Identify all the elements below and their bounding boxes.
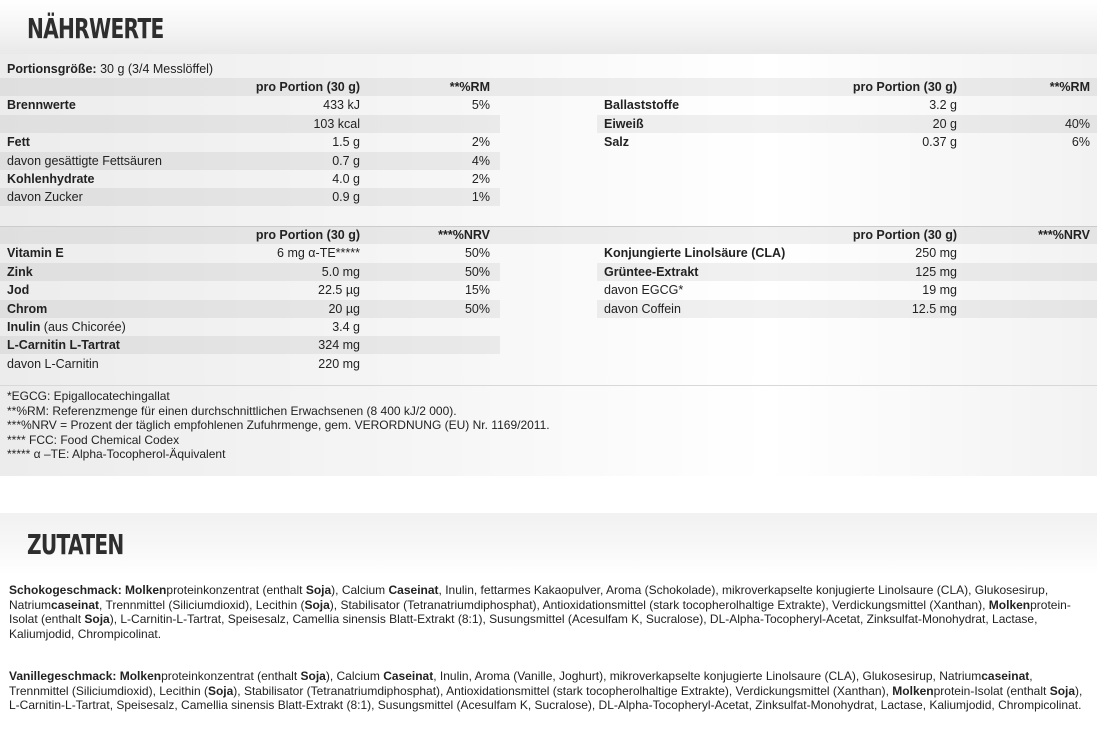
nutrient-value: 1.5 g [332, 135, 360, 150]
ingredients-vanille [9, 669, 1089, 713]
nutrient-name: Fett [7, 135, 30, 150]
ingredient-highlight: Soja [1049, 683, 1076, 698]
nutrient-percent: 1% [471, 190, 490, 205]
nutrient-value: 103 kcal [313, 116, 360, 131]
ingredient-highlight: Caseinat [383, 669, 434, 683]
nutrient-name: Ballaststoffe [604, 98, 680, 113]
ingredient-highlight: Soja [84, 612, 110, 627]
table-header-row [0, 226, 1097, 244]
ingredient-highlight: Molken [988, 597, 1031, 612]
nutrient-percent: 40% [1064, 116, 1090, 131]
nutrient-percent: 50% [464, 264, 490, 279]
table-row [597, 244, 1097, 262]
table-header-row [0, 78, 1097, 96]
ingredient-text: ), Stabilisator (Tetranatriumdiphosphat), Antioxidationsmittel (stark tocopherolhaltige Extrakte), Verdickungsmittel (Xanthan), [329, 597, 989, 612]
ingredient-text: proteinkonzentrat (enthalt [166, 583, 306, 597]
nutrient-value: 22.5 µg [318, 283, 360, 298]
nutrient-value: 0.9 g [332, 190, 360, 205]
nutrient-value: 0.37 g [922, 135, 957, 150]
header-percent: ***%NRV [438, 228, 490, 242]
ingredient-highlight: Soja [300, 669, 326, 683]
nutrient-name: Salz [604, 135, 630, 150]
nutrient-value: 250 mg [915, 246, 957, 261]
nutrient-value: 20 µg [328, 301, 360, 316]
ingredient-text: , Trennmittel (Siliciumdioxid), Lecithin ( [99, 597, 305, 612]
nutrient-percent: 50% [464, 246, 490, 261]
nutrient-percent: 50% [464, 301, 490, 316]
header-per-portion: pro Portion (30 g) [852, 228, 957, 242]
header-per-portion: pro Portion (30 g) [255, 80, 360, 94]
table-row [597, 281, 1097, 299]
nutrient-value: 324 mg [318, 338, 360, 353]
naehrwerte-header [0, 0, 1097, 54]
header-percent: ***%NRV [1038, 228, 1090, 242]
header-per-portion: pro Portion (30 g) [852, 80, 957, 94]
ingredient-text: ), Calcium [325, 669, 384, 683]
zutaten-title: ZUTATEN [27, 528, 124, 561]
nutrient-value: 4.0 g [332, 172, 360, 186]
ingredient-highlight: Soja [305, 583, 332, 597]
ingredient-highlight: Molken [125, 583, 167, 597]
nutrient-name: Konjungierte Linolsäure (CLA) [604, 246, 786, 261]
footnote: **** FCC: Food Chemical Codex [7, 432, 180, 447]
ingredient-text: protein-Isolat (enthalt [933, 683, 1050, 698]
table-row [0, 281, 500, 299]
nutrient-value: 3.4 g [332, 320, 360, 334]
nutrient-name: Inulin (aus Chicorée) [7, 320, 126, 334]
table-row [0, 133, 500, 151]
ingredient-highlight: Molken [892, 683, 934, 698]
nutrient-value: 125 mg [915, 264, 957, 279]
table-row [0, 152, 500, 170]
ingredient-text: proteinkonzentrat (enthalt [161, 669, 301, 683]
portion-size [7, 60, 213, 78]
header-per-portion: pro Portion (30 g) [255, 228, 360, 242]
ingredient-highlight: Soja [207, 683, 234, 698]
nutrient-name: Grüntee-Extrakt [604, 264, 699, 279]
nutrient-name: Vitamin E [7, 246, 64, 261]
nutrient-name: davon Zucker [7, 190, 83, 205]
ingredient-highlight: Vanillegeschmack: [9, 669, 120, 683]
nutrient-name: Kohlenhydrate [7, 172, 95, 186]
ingredient-text: ), Stabilisator (Tetranatriumdiphosphat), Antioxidationsmittel (stark tocopherolhaltige Extrakte), Verdickungsmittel (Xanthan), [233, 683, 893, 698]
footnotes [7, 389, 550, 462]
ingredient-text: ), Calcium [331, 583, 389, 597]
footnote: *EGCG: Epigallocatechingallat [7, 389, 170, 403]
nutrient-name-suffix: (aus Chicorée) [40, 320, 126, 334]
nutrient-value: 12.5 mg [911, 301, 957, 316]
nutrient-name: Eiweiß [604, 116, 644, 131]
nutrient-value: 6 mg α-TE***** [277, 246, 360, 261]
ingredient-highlight: Soja [304, 597, 330, 612]
table-row [0, 355, 500, 373]
ingredient-text: ), L-Carnitin-L-Tartrat, Speisesalz, Camellia sinensis Blatt-Extrakt (8:1), Susungsmittel (Acesulfam K, Sucralose), DL-Alpha-Tocopheryl-Acetat, Zinksulfat-Monohydrat, Lactase, Kaliumjodid, Chrompicolinat. [9, 612, 1038, 641]
table-row [0, 188, 500, 206]
nutrient-name: davon EGCG* [604, 283, 684, 298]
nutrient-name: Zink [7, 264, 33, 279]
nutrient-value: 0.7 g [332, 153, 360, 168]
table-row [0, 170, 500, 188]
ingredient-text: , Trennmittel (Siliciumdioxid), Lecithin ( [9, 669, 1033, 698]
nutrient-name: davon L-Carnitin [7, 356, 99, 371]
ingredient-text: ), L-Carnitin-L-Tartrat, Speisesalz, Camellia sinensis Blatt-Extrakt (8:1), Susungsmittel (Acesulfam K, Sucralose), DL-Alpha-Tocopheryl-Acetat, Zinksulfat-Monohydrat, Lactase, Kaliumjodid, Chrompicolinat. [9, 683, 1083, 713]
ingredient-highlight: Molken [119, 669, 162, 683]
ingredient-text: protein-Isolat (enthalt [9, 597, 1071, 627]
nutrient-percent: 4% [471, 153, 490, 168]
nutrient-value: 20 g [932, 116, 957, 131]
table-row [0, 300, 500, 318]
nutrient-name: L-Carnitin L-Tartrat [7, 338, 120, 353]
nutrient-name: davon Coffein [604, 301, 681, 316]
nutrient-value: 19 mg [922, 283, 957, 298]
nutrient-name: Jod [7, 283, 30, 298]
ingredient-highlight: caseinat [981, 669, 1030, 683]
table-row [597, 133, 1097, 151]
nutrient-name: Brennwerte [7, 98, 76, 113]
nutrient-percent: 2% [471, 135, 490, 150]
header-percent: **%RM [449, 80, 490, 94]
naehrwerte-title: NÄHRWERTE [27, 12, 164, 45]
nutrient-percent: 2% [471, 172, 490, 186]
table-row [0, 318, 500, 336]
table-row [0, 96, 500, 114]
table-row [597, 300, 1097, 318]
nutrient-value: 5.0 mg [321, 264, 360, 279]
footnote: ***%NRV = Prozent der täglich empfohlenen Zufuhrmenge, gem. VERORDNUNG (EU) Nr. 1169/2011. [7, 418, 550, 432]
table-row [597, 115, 1097, 133]
table-row [0, 115, 500, 133]
ingredient-text: , Inulin, Aroma (Vanille, Joghurt), mikroverkapselte konjugierte Linolsaure (CLA), Glukosesirup, Natrium [433, 669, 982, 683]
header-percent: **%RM [1049, 80, 1090, 94]
nutrient-name: davon gesättigte Fettsäuren [7, 153, 162, 168]
nutrient-value: 220 mg [318, 356, 360, 371]
zutaten-header [0, 513, 1097, 575]
nutrient-value: 3.2 g [929, 98, 957, 113]
footnote: ***** α –TE: Alpha-Tocopherol-Äquivalent [7, 447, 226, 461]
footnote: **%RM: Referenzmenge für einen durchschnittlichen Erwachsenen (8 400 kJ/2 000). [7, 403, 457, 418]
notes-divider [0, 385, 1097, 386]
ingredient-highlight: caseinat [51, 597, 100, 612]
table-row [0, 263, 500, 281]
ingredient-highlight: Schokogeschmack: [9, 583, 126, 597]
ingredients-schoko [9, 583, 1089, 641]
nutrient-name: Chrom [7, 301, 48, 316]
nutrient-percent: 6% [1071, 135, 1090, 150]
nutrient-value: 433 kJ [323, 98, 360, 113]
table-row [0, 336, 500, 354]
ingredient-highlight: Caseinat [388, 583, 439, 597]
nutrient-percent: 15% [464, 283, 490, 298]
ingredient-text: , Inulin, fettarmes Kakaopulver, Aroma (Schokolade), mikroverkapselte konjugierte Linolsaure (CLA), Glukosesirup, Natrium [9, 583, 1049, 612]
table-row [0, 244, 500, 262]
portion-size-label: Portionsgröße: [7, 62, 97, 76]
table-row [597, 263, 1097, 281]
table-row [597, 96, 1097, 114]
portion-size-value: 30 g (3/4 Messlöffel) [96, 62, 214, 76]
nutrient-percent: 5% [471, 98, 490, 113]
